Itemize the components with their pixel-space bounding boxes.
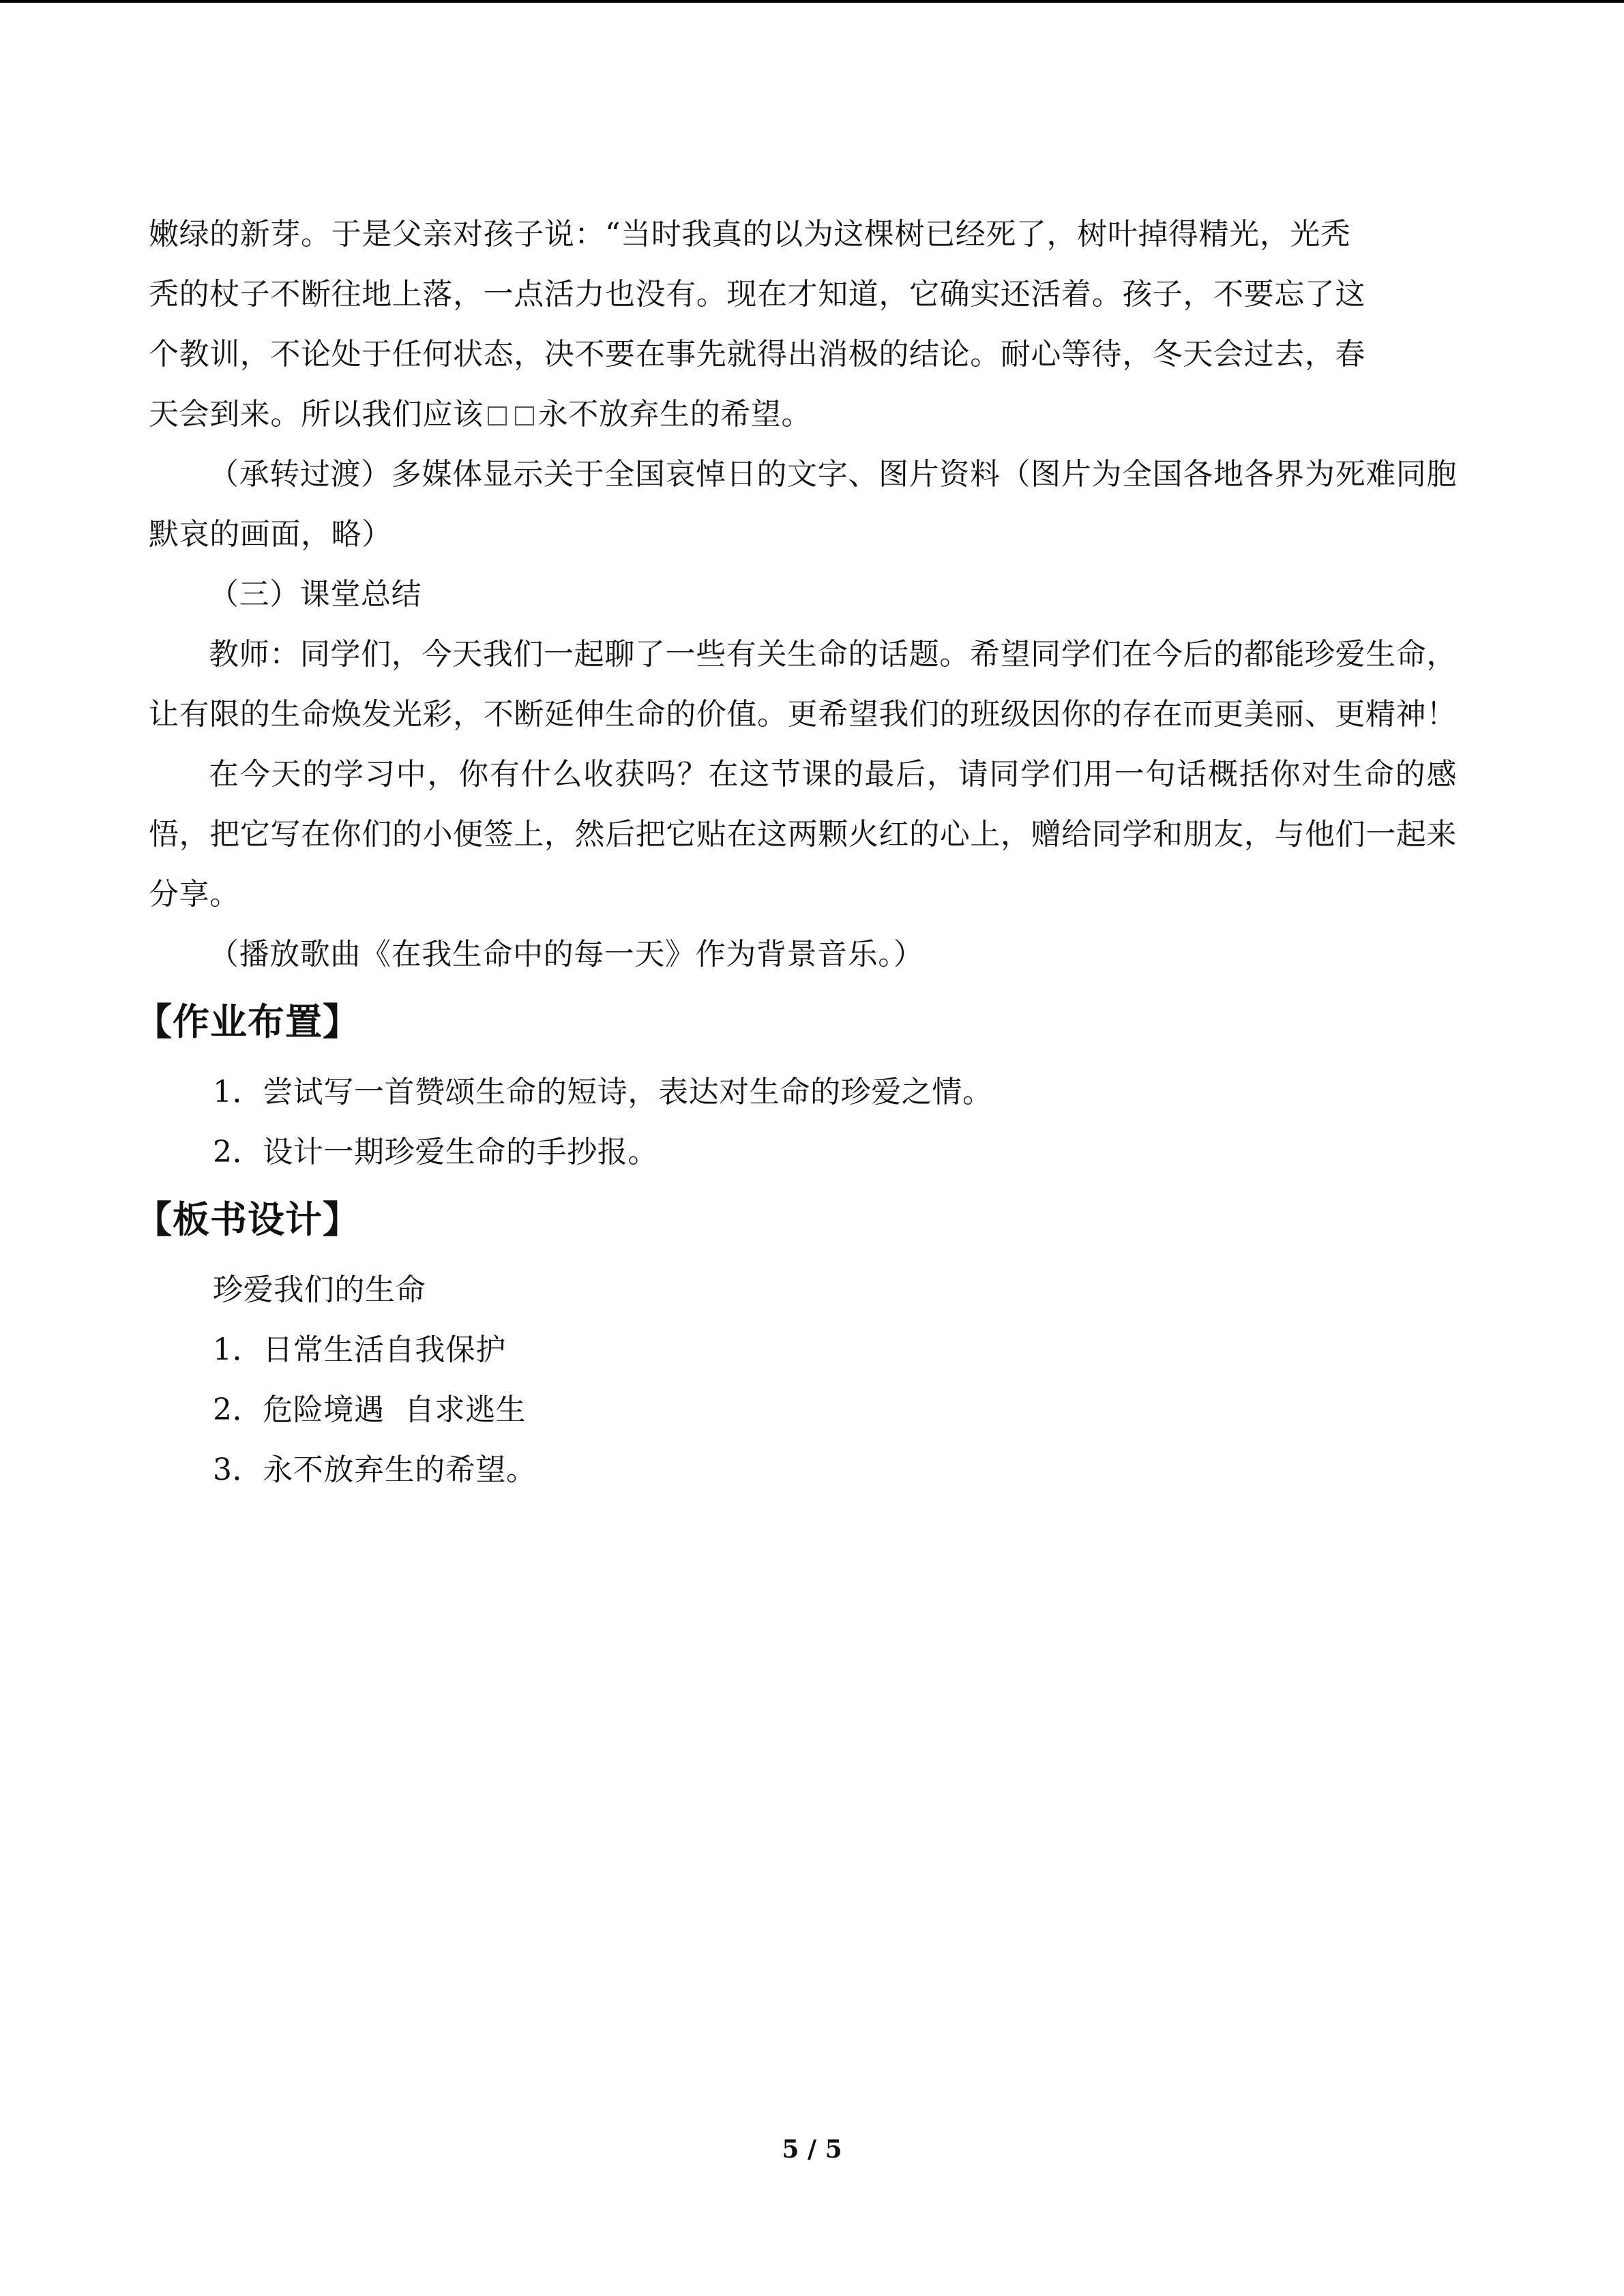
board-design-item: 2．危险境遇 自求逃生: [213, 1392, 527, 1427]
board-design-heading: 【板书设计】: [135, 1198, 360, 1241]
top-border-line: [0, 0, 1624, 3]
story-line: 嫩绿的新芽。于是父亲对孩子说：“当时我真的以为这棵树已经死了，树叶掉得精光，光秃: [149, 217, 1351, 252]
homework-heading: 【作业布置】: [135, 1000, 360, 1043]
board-design-item: 3．永不放弃生的希望。: [213, 1452, 537, 1487]
board-design-title: 珍爱我们的生命: [213, 1272, 426, 1307]
story-line-last: [149, 385, 1457, 445]
story-line-after-blank: 永不放弃生的希望。: [537, 397, 812, 432]
transition-paragraph: （承转过渡）多媒体显示关于全国哀悼日的文字、图片资料（图片为全国各地各界为死难同胞默哀的画面，略）: [149, 457, 1457, 552]
story-line: 秃的杖子不断往地上落，一点活力也没有。现在才知道，它确实还活着。孩子，不要忘了这: [149, 277, 1365, 312]
page-number: 5 / 5: [782, 2135, 842, 2164]
teacher-paragraph: 教师：同学们，今天我们一起聊了一些有关生命的话题。希望同学们在今后的都能珍爱生命，让有限的生命焕发光彩，不断延伸生命的价值。更希望我们的班级因你的存在而更美丽、更精神！: [149, 637, 1457, 732]
story-paragraph: [149, 205, 1457, 445]
story-line-before-blank: 天会到来。所以我们应该: [149, 397, 484, 432]
reflection-paragraph: 在今天的学习中，你有什么收获吗？在这节课的最后，请同学们用一句话概括你对生命的感悟，把它写在你们的小便签上，然后把它贴在这两颗火红的心上，赠给同学和朋友，与他们一起来分享。: [149, 757, 1457, 912]
board-design-item: 1．日常生活自我保护: [213, 1332, 506, 1367]
homework-item: 2．设计一期珍爱生命的手抄报。: [213, 1135, 658, 1169]
document-page-content: [135, 205, 1457, 1500]
homework-item: 1．尝试写一首赞颂生命的短诗，表达对生命的珍爱之情。: [213, 1075, 993, 1109]
missing-glyph-box: [515, 406, 534, 426]
story-line: 个教训，不论处于任何状态，决不要在事先就得出消极的结论。耐心等待，冬天会过去，春: [149, 337, 1365, 372]
music-note-paragraph: （播放歌曲《在我生命中的每一天》作为背景音乐。）: [209, 937, 924, 972]
missing-glyph-box: [488, 406, 507, 426]
section-subtitle-summary: （三）课堂总结: [209, 577, 422, 612]
